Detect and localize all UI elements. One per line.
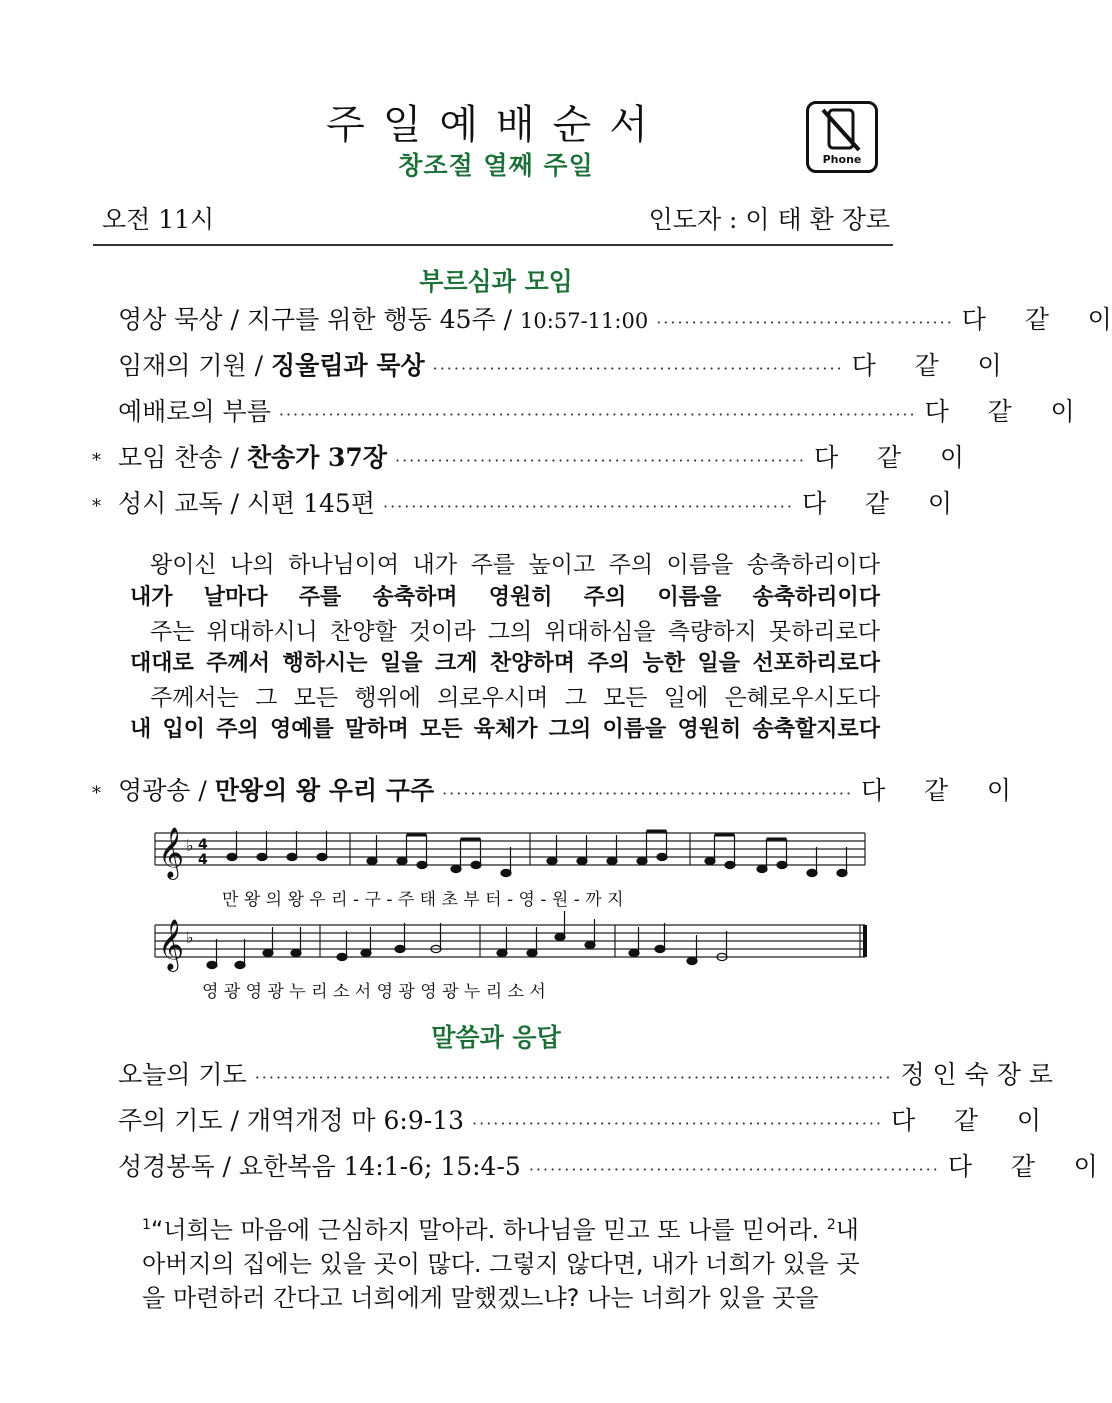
lyrics-line-2: 영 광 영 광 누 리 소 서 영 광 영 광 누 리 소 서 (202, 982, 546, 1002)
dot-leader: ·························································· (382, 497, 794, 516)
section-heading-word: 말씀과 응답 (431, 1023, 561, 1052)
item-label: 성경봉독 / 요한복음 14:1-6; 15:4-5 (118, 1152, 521, 1181)
participant: 다 같 이 (891, 1106, 1041, 1135)
participant: 다 같 이 (851, 351, 1002, 380)
page-title: 주일예배순서 (326, 102, 666, 148)
item-label: 영상 묵상 / 지구를 위한 행동 45주 / 10:57-11:00 (118, 305, 649, 334)
psalm-line: 대대로 주께서 행하시는 일을 크게 찬양하며 주의 능한 일을 선포하리로다 (130, 651, 880, 676)
participant: 다 같 이 (924, 397, 1075, 426)
item-label: 주의 기도 / 개역개정 마 6:9-13 (118, 1106, 465, 1135)
svg-text:𝄞: 𝄞 (158, 919, 185, 970)
psalm-line: 내 입이 주의 영예를 말하며 모든 육체가 그의 이름을 영원히 송축할지로다 (130, 717, 880, 742)
star-mark: * (92, 450, 101, 471)
page-subtitle: 창조절 열째 주일 (398, 151, 594, 180)
order-item (92, 1101, 1041, 1141)
participant: 정 인 숙 장 로 (900, 1060, 1053, 1089)
psalm-line: 왕이신 나의 하나님이여 내가 주를 높이고 주의 이름을 송축하리이다 (150, 552, 880, 578)
svg-text:𝄞: 𝄞 (158, 827, 185, 878)
order-item (92, 1055, 1053, 1095)
divider (93, 244, 893, 246)
svg-text:♭: ♭ (186, 928, 194, 947)
dot-leader: ·························································· (472, 1114, 883, 1133)
phone-label: Phone (822, 153, 862, 166)
order-item (92, 392, 1075, 432)
item-label: 모임 찬송 / 찬송가 37장 (118, 443, 387, 472)
participant: 다 같 이 (961, 305, 1112, 334)
section-heading-gathering: 부르심과 모임 (419, 267, 573, 296)
item-label: 성시 교독 / 시편 145편 (118, 489, 375, 518)
participant: 다 같 이 (947, 1152, 1098, 1181)
verse-number: 2 (826, 1217, 836, 1233)
music-score (150, 825, 880, 1005)
order-item-gloria (92, 771, 1012, 811)
psalm-line: 주는 위대하시니 찬양할 것이라 그의 위대하심을 측량하지 못하리로다 (150, 619, 880, 645)
lyrics-line-1: 만 왕 의 왕 우 리 - 구 - 주 태 초 부 터 - 영 - 원 - 까 지 (222, 890, 624, 910)
star-mark: * (92, 783, 101, 804)
order-item (92, 438, 964, 478)
service-leader: 인도자 : 이 태 환 장로 (648, 205, 890, 234)
participant: 다 같 이 (813, 443, 964, 472)
no-phone-icon (806, 101, 878, 173)
order-item (92, 484, 952, 524)
psalm-line: 주께서는 그 모든 행위에 의로우시며 그 모든 일에 은혜로우시도다 (150, 685, 880, 711)
dot-leader: ·························································· (394, 451, 806, 470)
psalm-line: 내가 날마다 주를 송축하며 영원히 주의 이름을 송축하리이다 (130, 585, 880, 610)
dot-leader: ·········································· (656, 313, 954, 332)
verse-number: 1 (142, 1217, 151, 1233)
item-label: 영광송 / 만왕의 왕 우리 구주 (118, 776, 435, 805)
star-mark: * (92, 496, 101, 517)
participant: 다 같 이 (801, 489, 952, 518)
participant: 다 같 이 (861, 776, 1012, 805)
service-time: 오전 11시 (102, 205, 215, 234)
order-item (92, 300, 1112, 340)
time-signature-bottom: 4 (198, 852, 208, 868)
time-signature-top: 4 (198, 837, 208, 853)
dot-leader: ·························································································· (278, 405, 917, 424)
item-label: 오늘의 기도 (118, 1060, 247, 1089)
dot-leader: ·························································· (442, 784, 854, 803)
svg-text:♭: ♭ (186, 836, 194, 855)
dot-leader: ·························································· (528, 1160, 940, 1179)
item-label: 임재의 기원 / 징울림과 묵상 (118, 351, 425, 380)
order-item (92, 1147, 1098, 1187)
item-label: 예배로의 부름 (118, 397, 271, 426)
dot-leader: ·························································································· (254, 1068, 893, 1087)
scripture-passage: $^1$“너희는 마음에 근심하지 말아라. 하나님을 믿고 또 나를 믿어라. $^2$내 아버지의 집에는 있을 곳이 많다. 그렇지 않다면, 내가 너희가 있을 곳을 마련하러 간다고 너희에게 말했겠느냐? 나는 너희가 있을 곳을 (142, 1216, 860, 1312)
dot-leader: ·························································· (432, 359, 844, 378)
order-item (92, 346, 1002, 386)
